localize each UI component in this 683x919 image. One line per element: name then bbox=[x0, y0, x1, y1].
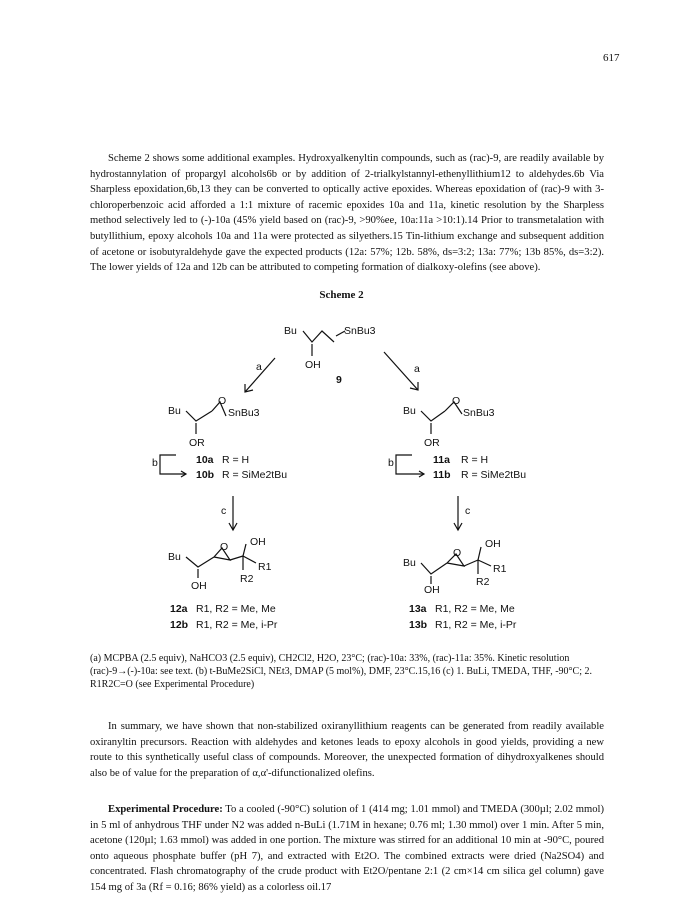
experimental-text: To a cooled (-90°C) solution of 1 (414 mg; 1.01 mmol) and TMEDA (300µl; 2.02 mmol) in 5 ml of anhydrous THF under N2 was added n-BuLi (1.71M in hexane; 0.76 ml; 1.30 mmol) over 1 min. After 5 min, acetone (120µl; 1.63 mmol) was added in one portion. The mixture was stirred for an additional 10 min at -90°C, poured onto aqueous phosphate buffer (pH 7), and extracted with Et2O. The combined extracts were dried (Na2SO4) and concentrated. Flash chromatography of the crude product with Et2O/pentane 2:1 (2 cm×14 cm silica gel column) gave 154 mg of 3a (Rf = 0.16; 86% yield) as a colorless oil.17 bbox=[90, 804, 604, 893]
compound-11a-r: R = H bbox=[461, 454, 489, 466]
right-chain bbox=[421, 411, 445, 421]
scheme-footnote: (a) MCPBA (2.5 equiv), NaHCO3 (2.5 equiv), CH2Cl2, H2O, 23°C; (rac)-10a: 33%, (rac)-11a: 35%. Kinetic resolution (rac)-9→(-)-10a: see text. (b) t-BuMe2SiCl, NEt3, DMAP (5 mol%), DMF, 23°C.15,16 (c) 1. BuLi, TMEDA, THF, -90°C; 2. R1R2C=O (see Experimental Procedure) bbox=[90, 653, 592, 690]
compound-13a-label: 13a bbox=[409, 603, 427, 615]
compound-10b-r: R = SiMe2tBu bbox=[222, 469, 288, 481]
p-right-bu: Bu bbox=[403, 557, 416, 569]
reagent-a-left: a bbox=[256, 361, 262, 373]
start-snbu3: SnBu3 bbox=[344, 325, 376, 337]
left-snbu3: SnBu3 bbox=[228, 407, 260, 419]
left-bu: Bu bbox=[168, 405, 181, 417]
page-number: 617 bbox=[603, 52, 620, 64]
p-right-o: O bbox=[453, 547, 462, 559]
p-right-r2: R2 bbox=[476, 576, 490, 588]
p-left-r1-bond bbox=[243, 556, 256, 563]
compound-10a-label: 10a bbox=[196, 454, 214, 466]
compound-13a-r: R1, R2 = Me, Me bbox=[435, 603, 515, 615]
right-epoxide-o: O bbox=[452, 395, 461, 407]
start-oh: OH bbox=[305, 359, 321, 371]
p-right-oh-top: OH bbox=[485, 538, 501, 550]
p-right-oh-bond bbox=[478, 547, 481, 560]
compound-12b-r: R1, R2 = Me, i-Pr bbox=[196, 619, 278, 631]
scheme-2-diagram bbox=[0, 300, 683, 652]
experimental-heading: Experimental Procedure: bbox=[108, 804, 223, 815]
p-left-oh-bond bbox=[243, 544, 246, 556]
p-left-o: O bbox=[220, 541, 229, 553]
right-snbu3: SnBu3 bbox=[463, 407, 495, 419]
compound-9-label: 9 bbox=[336, 374, 342, 386]
compound-13b-r: R1, R2 = Me, i-Pr bbox=[435, 619, 517, 631]
p-left-chain bbox=[186, 557, 214, 567]
compound-12a-r: R1, R2 = Me, Me bbox=[196, 603, 276, 615]
p-left-r1: R1 bbox=[258, 561, 272, 573]
p-right-carbinol-bond bbox=[464, 560, 478, 566]
right-or: OR bbox=[424, 437, 440, 449]
p-right-chain bbox=[421, 563, 447, 574]
p-right-oh: OH bbox=[424, 584, 440, 596]
scheme-title: Scheme 2 bbox=[319, 289, 364, 301]
compound-11b-label: 11b bbox=[433, 469, 451, 481]
start-chain bbox=[303, 331, 334, 342]
compound-10b-label: 10b bbox=[196, 469, 215, 481]
compound-11b-r: R = SiMe2tBu bbox=[461, 469, 527, 481]
compound-11a-label: 11a bbox=[433, 454, 450, 466]
start-bu: Bu bbox=[284, 325, 297, 337]
p-left-oh-top: OH bbox=[250, 536, 266, 548]
reagent-b-left: b bbox=[152, 457, 158, 469]
paragraph-summary: In summary, we have shown that non-stabilized oxiranyllithium reagents can be generated from readily available oxiranyltin precursors. Reaction with aldehydes and ketones leads to epoxy alcohols in good yields, providing a new route to this synthetically useful class of compounds. Moreover, the unexpected formation of dihydroxyalkenes should also be of value for the preparation of α,α'-difunctionalized olefins. bbox=[90, 721, 604, 779]
right-bu: Bu bbox=[403, 405, 416, 417]
reagent-c-left: c bbox=[221, 505, 227, 517]
arrow-a-right bbox=[384, 352, 418, 390]
compound-13b-label: 13b bbox=[409, 619, 428, 631]
reagent-c-right: c bbox=[465, 505, 471, 517]
p-left-r2: R2 bbox=[240, 573, 254, 585]
left-chain bbox=[186, 411, 212, 421]
p-left-carbinol-bond bbox=[230, 556, 243, 560]
paragraph-experimental bbox=[90, 802, 604, 896]
compound-10a-r: R = H bbox=[222, 454, 250, 466]
left-or: OR bbox=[189, 437, 205, 449]
paragraph-scheme-intro: Scheme 2 shows some additional examples. Hydroxyalkenyltin compounds, such as (rac)-9, are readily available by hydrostannylation of propargyl alcohols6b or by addition of 2-trialkylstannyl-ethenyllithium12 to aldehydes.6b Via Sharpless epoxidation,6b,13 they can be converted to optically active epoxides. Whereas epoxidation of (rac)-9 with 3-chloroperbenzoic acid afforded a 1:1 mixture of racemic epoxides 10a and 11a, kinetic resolution by the Sharpless method selectively led to (-)-10a (45% yield based on (rac)-9, >90%ee, 10a:11a >10:1).14 Prior to transmetalation with butyllithium, epoxy alcohols 10a and 11a were protected as silyethers.15 Tin-lithium exchange and subsequent addition of acetone or isobutyraldehyde gave the expected products (12a: 57%; 12b. 58%, ds=3:2; 13a: 77%; 13b 85%, ds=3:2). The lower yields of 12a and 12b can be attributed to competing formation of dialkoxy-olefins (see above). bbox=[90, 153, 604, 274]
p-right-r1-bond bbox=[478, 560, 491, 566]
p-left-bu: Bu bbox=[168, 551, 181, 563]
reagent-b-right: b bbox=[388, 457, 394, 469]
reagent-a-right: a bbox=[414, 363, 420, 375]
p-left-oh: OH bbox=[191, 580, 207, 592]
p-right-r1: R1 bbox=[493, 563, 507, 575]
compound-12a-label: 12a bbox=[170, 603, 188, 615]
left-epoxide-o: O bbox=[218, 395, 227, 407]
compound-12b-label: 12b bbox=[170, 619, 189, 631]
